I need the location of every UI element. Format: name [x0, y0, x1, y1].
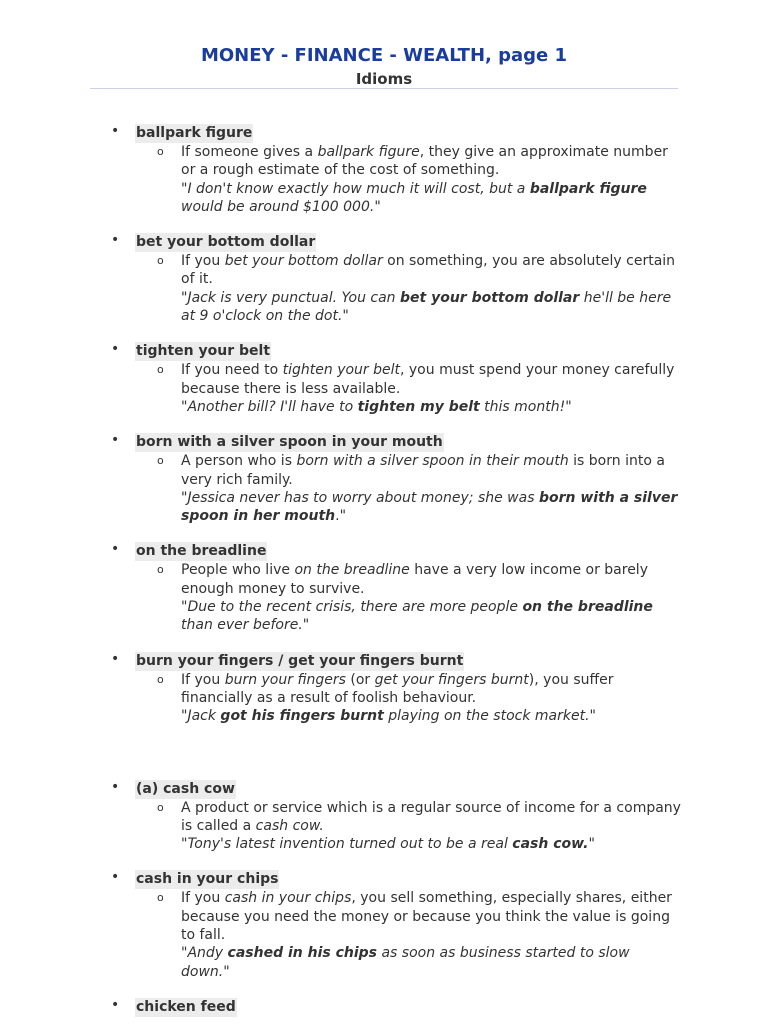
idiom-definition — [157, 252, 681, 325]
example-text: playing on the stock market. — [383, 708, 590, 725]
example-text: bet your bottom dollar — [400, 289, 580, 306]
example-text: ballpark figure — [529, 180, 647, 197]
definition-text: A person who is — [181, 453, 297, 470]
example-sentence — [181, 598, 681, 635]
example-text: Tony's latest invention turned out to be a real — [187, 836, 513, 853]
example-text: " — [374, 198, 381, 215]
sub-bullet-icon: o — [157, 363, 164, 377]
bullet-icon: • — [111, 123, 120, 139]
definition-text: People who live — [181, 562, 295, 579]
definition-text: on the breadline — [294, 562, 410, 579]
idiom-entry — [0, 122, 768, 216]
definition-text: burn your fingers — [224, 671, 346, 688]
definition-text: If you — [181, 671, 225, 688]
sub-bullet-icon: o — [157, 891, 164, 905]
definition-text: born with a silver spoon in their mouth — [296, 453, 569, 470]
sub-bullet-icon: o — [157, 563, 164, 577]
example-text: " — [181, 289, 188, 306]
example-text: Andy — [187, 945, 228, 962]
bullet-icon: • — [111, 869, 120, 886]
idiom-entry — [0, 540, 768, 634]
definition-text: cash cow. — [255, 817, 324, 834]
example-text: Another bill? I'll have to — [187, 398, 358, 415]
idiom-entry — [0, 340, 768, 416]
definition-text: , they give an approximate number or a rough estimate of the cost of something. — [181, 144, 668, 179]
bullet-icon: • — [111, 341, 120, 358]
example-text: as soon as business started to slow down. — [181, 945, 630, 980]
idiom-definition — [157, 671, 681, 726]
bullet-icon: • — [111, 232, 120, 249]
example-text: cashed in his chips — [227, 945, 377, 962]
idiom-entry — [0, 996, 768, 1017]
idiom-definition — [157, 143, 681, 216]
example-text: on the breadline — [522, 599, 653, 616]
definition — [181, 562, 648, 596]
definition — [181, 253, 675, 287]
definition-text: get your fingers burnt — [374, 671, 529, 688]
definition — [181, 890, 672, 943]
example-text: Jessica never has to worry about money; she was — [187, 489, 539, 506]
example-text: he'll be here at 9 o'clock on the dot. — [181, 289, 672, 325]
example-text: Jack is very punctual. You can — [187, 289, 401, 306]
example-text: " — [181, 708, 188, 725]
example-sentence — [181, 489, 681, 526]
sub-bullet-icon: o — [157, 145, 164, 158]
definition-text: ), you suffer financially as a result of foolish behaviour. — [181, 671, 614, 706]
idiom-term: tighten your belt — [136, 343, 271, 360]
example-text: than ever before. — [181, 617, 303, 634]
example-text: Due to the recent crisis, there are more people — [187, 599, 523, 616]
definition-text: , you must spend your money carefully because there is less available. — [181, 362, 675, 397]
example-text: " — [342, 308, 349, 325]
definition-text: bet your bottom dollar — [224, 253, 383, 270]
idiom-term: bet your bottom dollar — [136, 234, 316, 251]
example-text: this month! — [479, 398, 566, 415]
bullet-icon: • — [111, 650, 120, 667]
example-sentence — [181, 944, 681, 981]
idiom-definition — [157, 452, 681, 525]
example-text: born with a silver spoon in her mouth — [181, 489, 678, 525]
idiom-definition — [157, 361, 681, 416]
example-text: " — [181, 599, 188, 616]
idiom-definition — [157, 889, 681, 980]
bullet-icon: • — [111, 432, 120, 449]
definition-text: If someone gives a — [181, 144, 318, 160]
idiom-term: (a) cash cow — [136, 780, 235, 797]
bullet-icon: • — [111, 778, 120, 795]
page-subtitle: Idioms — [355, 70, 413, 88]
example-text: " — [302, 617, 310, 634]
page-title: MONEY - FINANCE - WEALTH, page 1 — [200, 45, 568, 66]
definition-text: have a very low income or barely enough money to survive. — [181, 562, 648, 597]
definition — [181, 800, 681, 834]
definition — [181, 453, 665, 487]
definition-text: If you need to — [181, 362, 283, 379]
example-text: cash cow. — [512, 836, 589, 853]
idiom-entry — [0, 231, 768, 325]
definition-text: tighten your belt — [282, 362, 400, 379]
idiom-term: born with a silver spoon in your mouth — [136, 434, 443, 451]
sub-bullet-icon: o — [157, 254, 164, 268]
example-text: I don't know exactly how much it will cost, but a — [187, 180, 530, 197]
example-text: tighten my belt — [357, 398, 480, 415]
example-text: would be around $100 000. — [181, 198, 375, 215]
idiom-definition — [157, 561, 681, 634]
example-text: ." — [335, 508, 347, 525]
example-text: " — [589, 708, 596, 725]
bullet-icon: • — [111, 996, 120, 1013]
definition — [181, 672, 614, 706]
header-divider — [90, 88, 678, 89]
idiom-list — [0, 122, 768, 1032]
bullet-icon: • — [111, 541, 120, 558]
definition-text: on something, you are absolutely certain of it. — [181, 253, 676, 288]
idiom-entry — [0, 650, 768, 726]
definition — [181, 144, 668, 178]
definition-text: A product or service which is a regular source of income for a company is called a — [181, 799, 681, 834]
example-text: " — [181, 836, 188, 853]
example-text: " — [181, 398, 188, 415]
idiom-term: chicken feed — [136, 998, 236, 1015]
idiom-term: burn your fingers / get your fingers burnt — [136, 652, 464, 669]
definition-text: If you — [181, 890, 225, 907]
example-sentence — [181, 180, 681, 217]
definition-text: is born into a very rich family. — [181, 453, 665, 488]
page-header — [0, 44, 768, 89]
sub-bullet-icon: o — [157, 454, 164, 468]
definition-text: If you — [181, 253, 225, 270]
idiom-entry — [0, 431, 768, 525]
idiom-term: cash in your chips — [136, 871, 279, 888]
idiom-definition — [157, 799, 681, 854]
example-text: " — [181, 180, 188, 197]
definition-text: , you sell something, especially shares, either because you need the money or because you think the value is going to fall. — [181, 890, 672, 944]
definition-text: (or — [345, 671, 375, 688]
example-sentence — [181, 835, 681, 853]
example-text: " — [565, 398, 572, 415]
sub-bullet-icon: o — [157, 800, 164, 814]
definition — [181, 362, 674, 396]
example-text: got his fingers burnt — [220, 708, 384, 725]
idiom-term: ballpark figure — [136, 125, 253, 141]
sub-bullet-icon: o — [157, 672, 164, 686]
example-sentence — [181, 289, 681, 326]
idiom-entry — [0, 778, 768, 854]
example-text: " — [223, 963, 230, 980]
example-text: " — [181, 945, 188, 962]
example-text: Jack — [187, 708, 221, 725]
definition-text: cash in your chips — [224, 890, 352, 907]
example-text: " — [181, 489, 188, 506]
idiom-term: on the breadline — [136, 543, 267, 560]
example-text: " — [588, 836, 595, 853]
definition-text: ballpark figure — [317, 144, 420, 160]
example-sentence — [181, 707, 681, 725]
idiom-entry — [0, 868, 768, 980]
example-sentence — [181, 398, 681, 416]
